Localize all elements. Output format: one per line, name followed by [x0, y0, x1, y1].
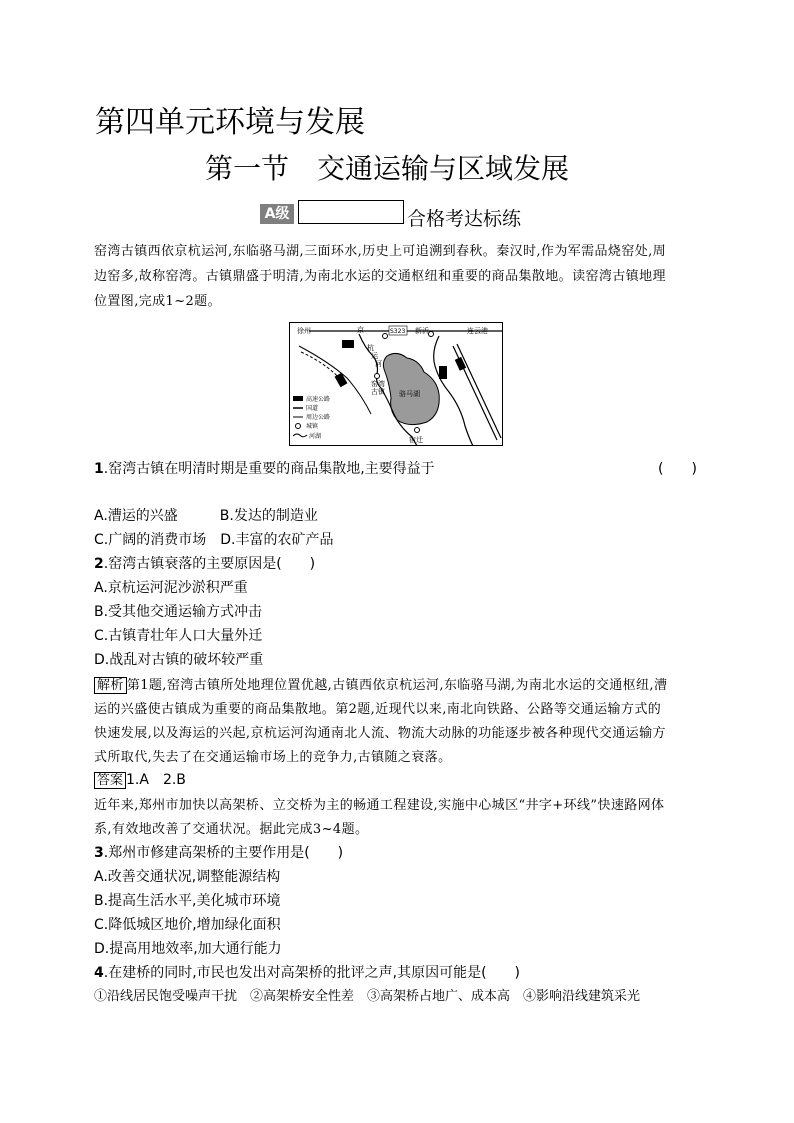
question-text: .窑湾古镇在明清时期是重要的商品集散地,主要得益于 — [103, 461, 435, 477]
option-line: A.京杭运河泥沙淤积严重 — [94, 580, 248, 596]
legend-national-road: 国道 — [306, 405, 319, 412]
question-text: .在建桥的同时,市民也发出对高架桥的批评之声,其原因可能是( ) — [103, 965, 521, 981]
level-badge: A级 — [260, 204, 294, 224]
passage-line: 系,有效地改善了交通状况。据此完成3~4题。 — [94, 822, 369, 837]
map-label-hang: 杭 — [367, 344, 374, 352]
passage-line: 窑湾古镇西依京杭运河,东临骆马湖,三面环水,历史上可追溯到春秋。秦汉时,作为军需品烧窑处,周 — [94, 244, 667, 259]
analysis-line: 式所取代,失去了在交通运输市场上的竞争力,古镇随之衰落。 — [94, 750, 452, 765]
town-icon — [383, 334, 388, 339]
question-3 — [94, 842, 343, 864]
answer-text: 1.A 2.B — [126, 772, 186, 788]
option-line: A.漕运的兴盛 B.发达的制造业 — [94, 508, 318, 524]
map-label-lianyungang: 连云港 — [467, 327, 488, 335]
passage-line: 边窑多,故称窑湾。古镇鼎盛于明清,为南北水运的交通枢纽和重要的商品集散地。读窑湾古镇地理 — [94, 269, 666, 284]
legend-river-lake: 河湖 — [309, 433, 322, 440]
option-line: A.改善交通状况,调整能源结构 — [94, 869, 281, 885]
option-line: B.提高生活水平,美化城市环境 — [94, 893, 281, 909]
passage-line: 近年来,郑州市加快以高架桥、立交桥为主的畅通工程建设,实施中心城区“井字+环线”快速路网体 — [94, 798, 665, 813]
analysis-line: 解析 第1题,窑湾古镇所处地理位置优越,古镇西依京杭运河,东临骆马湖,为南北水运的交通枢纽,漕 — [94, 673, 667, 698]
map-label-xinyi: 新沂 — [415, 327, 429, 335]
legend-local-road: 周边公路 — [306, 414, 331, 421]
map-label-luomahu: 骆马湖 — [399, 390, 420, 398]
map-label-suqian: 宿迁 — [409, 436, 423, 444]
map-label-jing: 京 — [357, 326, 364, 334]
question-text: .窑湾古镇衰落的主要原因是( ) — [103, 556, 316, 572]
map-label-yaowan: 窑湾 — [371, 380, 385, 388]
answer-tag: 答案 — [94, 772, 126, 789]
question-number: 3 — [94, 845, 104, 861]
analysis-line: 运的兴盛使古镇成为重要的商品集散地。第2题,近现代以来,南北向铁路、公路等交通运输方式的 — [94, 702, 662, 717]
map-label-xuzhou: 徐州 — [297, 327, 311, 335]
section-title: 第一节 交通运输与区域发展 — [205, 152, 570, 185]
unit-title: 第四单元环境与发展 — [95, 105, 365, 140]
legend-town: 城镇 — [306, 423, 319, 430]
map-label-guzhen: 古镇 — [371, 388, 385, 396]
analysis-line: 快速发展,以及海运的兴起,京杭运河沟通南北人流、物流大动脉的功能逐步被各种现代交通运输方 — [94, 726, 666, 741]
answer-line — [94, 769, 186, 791]
map-label-yun: 运 — [371, 352, 378, 360]
option-line: ①沿线居民饱受噪声干扰 ②高架桥安全性差 ③高架桥占地广、成本高 ④影响沿线建筑采光 — [94, 989, 641, 1004]
option-line: D.战乱对古镇的破坏较严重 — [94, 652, 264, 668]
answer-paren: ( ) — [658, 461, 697, 477]
question-4 — [94, 962, 520, 984]
option-line: B.受其他交通运输方式冲击 — [94, 604, 263, 620]
question-1 — [94, 458, 435, 480]
level-text: 合格考达标练 — [407, 208, 522, 230]
option-line: C.广阔的消费市场 D.丰富的农矿产品 — [94, 532, 334, 548]
town-icon — [375, 374, 380, 379]
town-icon — [429, 332, 434, 337]
analysis-tag: 解析 — [94, 677, 127, 694]
option-line: C.古镇青壮年人口大量外迁 — [94, 628, 263, 644]
question-number: 1 — [94, 461, 104, 477]
passage-line: 位置图,完成1~2题。 — [94, 294, 221, 309]
highway-marker — [342, 340, 354, 348]
map-label-he: 河 — [375, 360, 382, 368]
option-line: C.降低城区地价,增加绿化面积 — [94, 917, 281, 933]
map-label-s323: S323 — [390, 328, 406, 335]
town-icon — [415, 428, 420, 433]
question-2 — [94, 553, 315, 575]
level-score-box — [298, 200, 404, 224]
question-number: 4 — [94, 965, 104, 981]
yaowan-location-map — [289, 322, 503, 446]
question-number: 2 — [94, 556, 104, 572]
question-text: .郑州市修建高架桥的主要作用是( ) — [103, 845, 344, 861]
highway-marker — [439, 366, 447, 379]
legend-highway: 高速公路 — [306, 396, 331, 403]
option-line: D.提高用地效率,加大通行能力 — [94, 941, 282, 957]
